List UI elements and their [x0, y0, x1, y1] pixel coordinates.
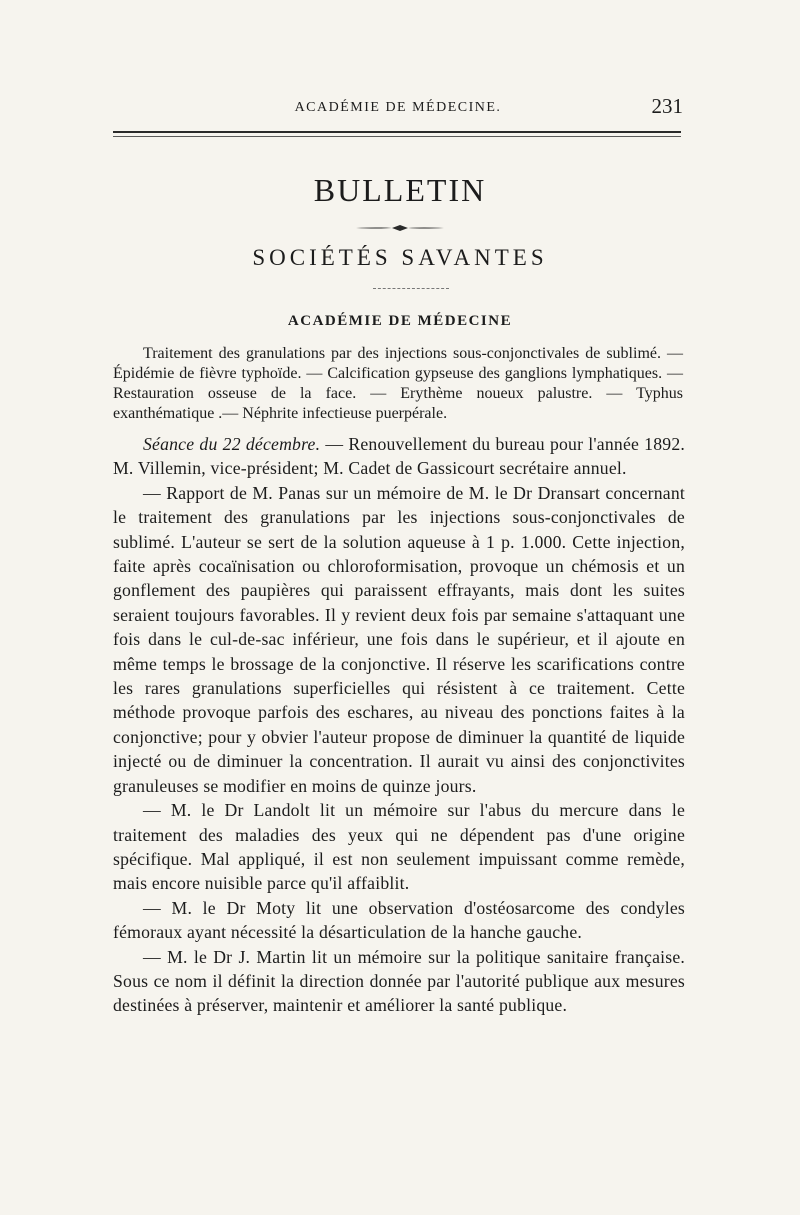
- header-rule: [113, 131, 681, 133]
- landolt-paragraph: — M. le Dr Landolt lit un mémoire sur l'abus du mercure dans le traitement des maladies des yeux qui ne dépendent pas d'une origine spécifique. Mal appliqué, il est non seulement impuissant comme remède, mais encore nuisible parce qu'il affaiblit.: [113, 800, 685, 894]
- ornament-divider: [356, 224, 444, 232]
- panas-paragraph: — Rapport de M. Panas sur un mémoire de M. le Dr Dransart concernant le traitement des granulations par les injections sous-conjonctivales de sublimé. L'auteur se sert de la solution aqueuse à 1 p. 1.000. Cette injection, faite après cocaïnisation ou chloroformisation, provoque un chémosis et un gonflement des paupières qui paraissent effrayants, mais dont les suites seraient toujours favorables. Il y revient deux fois par semaine s'attaquant une fois dans le cul-de-sac inférieur, une fois dans le supérieur, et il ajoute en même temps le brossage de la conjonctive. Il réserve les scarifications contre les rares granulations superficielles qui résistent à ce traitement. Cette méthode provoque parfois des eschares, au niveau des ponctions faites à la conjonctive; pour y obvier l'auteur propose de diminuer la quantité de liquide injecté ou de diminuer la concentration. Il aurait vu ainsi des conjonctivites granuleuses se modifier en moins de quinze jours.: [113, 482, 685, 796]
- article-body: [113, 432, 685, 1018]
- seance-text: — Renouvellement du bureau pour l'année 1892. M. Villemin, vice-président; M. Cadet de Gassicourt secrétaire annuel.: [113, 434, 685, 479]
- society-heading: ACADÉMIE DE MÉDECINE: [287, 313, 513, 329]
- section-rule: [373, 288, 449, 289]
- running-title: ACADÉMIE DE MÉDECINE.: [294, 100, 502, 115]
- section-title: SOCIÉTÉS SAVANTES: [252, 245, 548, 270]
- header-rule-secondary: [113, 136, 681, 137]
- summary-paragraph: Traitement des granulations par des injections sous-conjonctivales de sublimé. — Épidémie de fièvre typhoïde. — Calcification gypseuse des ganglions lymphatiques. — Restauration osseuse de la face. — Erythème noueux palustre. — Typhus exanthématique .— Néphrite infectieuse puerpérale.: [113, 345, 683, 422]
- seance-paragraph: [113, 432, 685, 481]
- bulletin-title: BULLETIN: [313, 172, 487, 208]
- running-head: [113, 94, 683, 122]
- seance-title: Séance du 22 décembre.: [143, 434, 321, 454]
- moty-paragraph: — M. le Dr Moty lit une observation d'ostéosarcome des condyles fémoraux ayant nécessité la désarticulation de la hanche gauche.: [113, 897, 685, 943]
- martin-paragraph: — M. le Dr J. Martin lit un mémoire sur la politique sanitaire française. Sous ce nom il définit la direction donnée par l'autorité publique aux mesures destinées à préserver, maintenir et améliorer la santé publique.: [113, 946, 685, 1016]
- page-number: 231: [651, 94, 683, 118]
